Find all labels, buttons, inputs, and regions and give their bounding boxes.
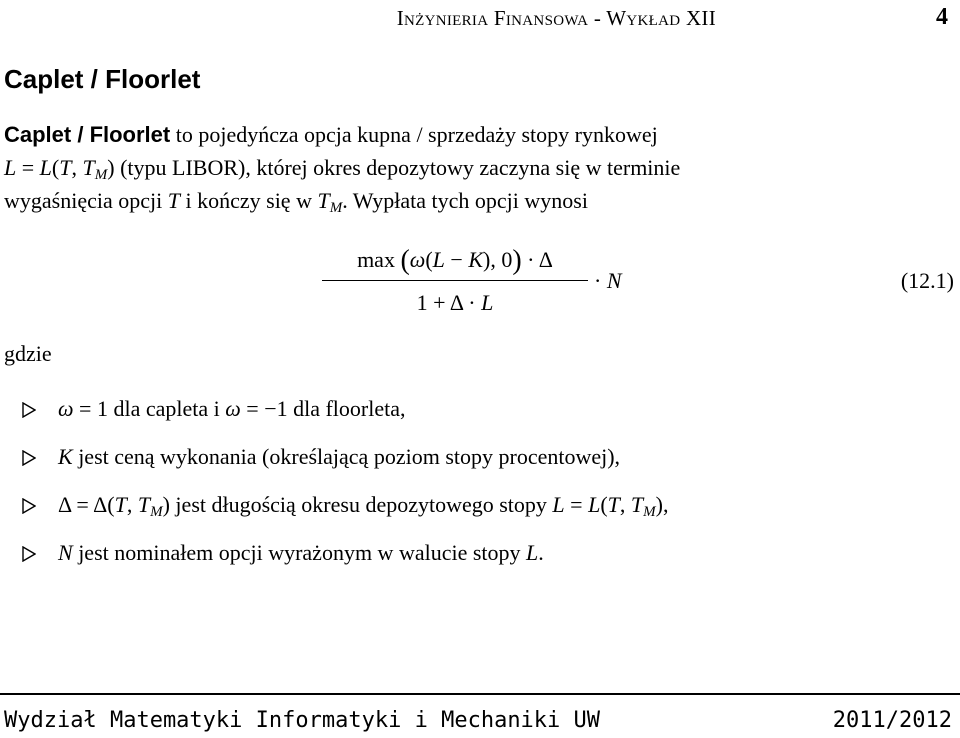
list-item-var: K: [58, 444, 73, 469]
list-item: [0, 488, 960, 536]
paragraph-line-1: [4, 118, 954, 151]
list-item-text: [58, 536, 544, 570]
lecture-title: Inżynieria Finansowa - Wykład XII: [396, 6, 716, 30]
footer-faculty: Wydział Matematyki Informatyki i Mechaniki UW: [4, 708, 601, 733]
paragraph-line-3-text-a: wygaśnięcia opcji: [4, 188, 168, 213]
page-number: 4: [936, 4, 948, 30]
payoff-equation: [0, 240, 960, 320]
paragraph-line-3-text-c: . Wypłata tych opcji wynosi: [342, 188, 588, 213]
list-item-var: N: [58, 540, 73, 565]
payoff-fraction: [322, 240, 588, 321]
list-item-rest: jest nominałem opcji wyrażonym w walucie stopy: [72, 540, 527, 565]
section-title: Caplet / Floorlet: [4, 64, 201, 94]
footer-academic-year: 2011/2012: [832, 708, 952, 733]
list-item-rest: jest ceną wykonania (określającą poziom stopy procentowej),: [72, 444, 621, 469]
page-header: [0, 6, 954, 36]
list-item-text: ω = 1 dla capleta i ω = −1 dla floorleta,: [58, 396, 406, 421]
triangle-right-outline-icon: [22, 536, 42, 570]
paragraph-line-2: L = L(T, $T_M$) (typu LIBOR), której okres depozytowy zaczyna się w terminie: [4, 155, 681, 183]
definitions-list: [0, 392, 960, 584]
paragraph-line-1-text: to pojedyńcza opcja kupna / sprzedaży stopy rynkowej: [170, 122, 658, 147]
paragraph-line-2-text: (typu LIBOR), której okres depozytowy zaczyna się w terminie: [114, 155, 681, 180]
triangle-right-outline-icon: [22, 488, 42, 522]
list-item-var-l: L: [526, 540, 539, 565]
defined-term: Caplet / Floorlet: [4, 122, 171, 147]
list-item-text: Δ = Δ(T, $T_M$) jest długością okresu depozytowego stopy L = L(T, $T_M$),: [58, 492, 669, 520]
paragraph-line-3-text-b: i kończy się w: [179, 188, 318, 213]
paragraph-line-3: wygaśnięcia opcji T i kończy się w $T_M$. Wypłata tych opcji wynosi: [4, 188, 588, 216]
fraction-bar: [322, 280, 588, 281]
list-item-text: [58, 440, 620, 474]
definition-paragraph: [4, 118, 954, 217]
page-footer: [0, 708, 960, 738]
footer-rule: [0, 693, 960, 695]
fraction-denominator: 1 + Δ · L: [416, 290, 494, 315]
triangle-right-outline-icon: [22, 440, 42, 474]
equation-number: (12.1): [900, 268, 954, 293]
formula-rate: L: [4, 155, 17, 180]
triangle-right-outline-icon: [22, 392, 42, 426]
list-item: [0, 536, 960, 584]
fraction-numerator: max (ω(L − K), 0) · Δ: [357, 245, 553, 276]
list-item: [0, 440, 960, 488]
list-item: [0, 392, 960, 440]
list-item-end: .: [538, 540, 544, 565]
where-label: gdzie: [4, 341, 52, 366]
equation-tail: · N: [594, 268, 622, 293]
